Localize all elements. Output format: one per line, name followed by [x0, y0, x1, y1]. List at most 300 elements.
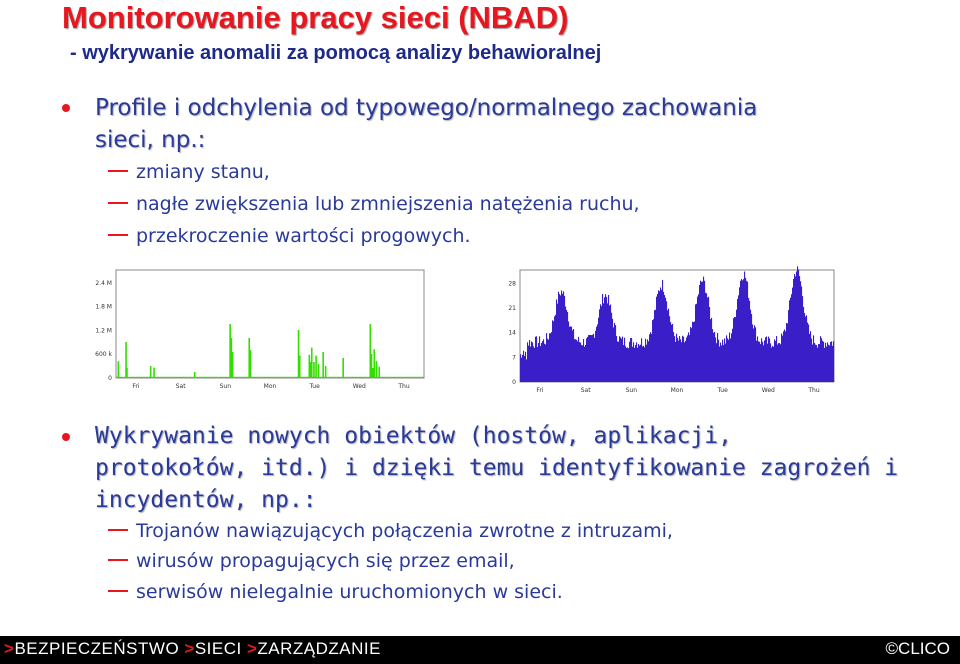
area-column	[780, 344, 781, 382]
area-column	[746, 281, 747, 382]
baseline-bar	[365, 377, 366, 378]
area-column	[704, 281, 705, 382]
area-column	[693, 322, 694, 382]
baseline-bar	[421, 377, 422, 378]
area-column	[671, 325, 672, 382]
baseline-bar	[404, 377, 405, 378]
bullet1-item	[108, 161, 270, 183]
area-column	[623, 345, 624, 382]
baseline-bar	[290, 377, 291, 378]
area-column	[642, 346, 643, 382]
baseline-bar	[317, 377, 318, 378]
area-column	[731, 333, 732, 382]
area-column	[715, 337, 716, 382]
baseline-bar	[329, 377, 330, 378]
area-column	[673, 332, 674, 382]
area-column	[596, 327, 597, 382]
baseline-bar	[164, 377, 165, 378]
baseline-bar	[389, 377, 390, 378]
area-column	[718, 340, 719, 382]
baseline-bar	[214, 377, 215, 378]
baseline-bar	[392, 377, 393, 378]
baseline-bar	[408, 377, 409, 378]
arrow-icon: >	[4, 639, 15, 658]
area-column	[641, 338, 642, 382]
baseline-bar	[159, 377, 160, 378]
area-column	[678, 341, 679, 382]
area-column	[662, 280, 663, 382]
baseline-bar	[348, 377, 349, 378]
x-tick-label: Fri	[536, 387, 544, 394]
area-column	[785, 331, 786, 382]
area-column	[647, 339, 648, 382]
area-column	[777, 345, 778, 382]
baseline-bar	[284, 377, 285, 378]
x-tick-label: Tue	[309, 383, 320, 390]
bullet1-line2: sieci, np.:	[95, 127, 206, 153]
baseline-bar	[158, 377, 159, 378]
area-column	[805, 317, 806, 382]
y-tick-label: 600 k	[95, 351, 112, 359]
baseline-bar	[311, 377, 312, 378]
area-column	[608, 295, 609, 382]
area-column	[790, 298, 791, 382]
area-column	[702, 282, 703, 382]
baseline-bar	[143, 377, 144, 378]
baseline-bar	[382, 377, 383, 378]
area-column	[694, 321, 695, 382]
baseline-bar	[307, 377, 308, 378]
bullet2-line1: Wykrywanie nowych obiektów (hostów, aplikacji,	[95, 423, 732, 449]
area-column	[705, 293, 706, 382]
area-column	[591, 335, 592, 382]
baseline-bar	[333, 377, 334, 378]
area-column	[607, 303, 608, 382]
area-column	[771, 347, 772, 382]
area-column	[661, 290, 662, 382]
baseline-bar	[371, 377, 372, 378]
baseline-bar	[384, 377, 385, 378]
area-column	[581, 345, 582, 382]
spike-bar	[299, 356, 301, 378]
baseline-bar	[211, 377, 212, 378]
y-tick-label: 14	[508, 329, 516, 337]
area-column	[804, 313, 805, 382]
area-column	[620, 337, 621, 382]
baseline-bar	[350, 377, 351, 378]
area-column	[597, 324, 598, 382]
area-column	[757, 336, 758, 382]
area-column	[787, 323, 788, 382]
area-column	[689, 335, 690, 382]
baseline-bar	[305, 377, 306, 378]
baseline-bar	[406, 377, 407, 378]
spike-bar	[342, 358, 344, 378]
area-column	[748, 298, 749, 382]
area-column	[667, 310, 668, 382]
area-column	[800, 281, 801, 382]
area-column	[545, 344, 546, 382]
baseline-bar	[207, 377, 208, 378]
area-column	[831, 341, 832, 382]
baseline-bar	[418, 377, 419, 378]
area-column	[670, 322, 671, 382]
area-column	[810, 331, 811, 382]
baseline-bar	[128, 377, 129, 378]
area-column	[543, 339, 544, 382]
baseline-bar	[160, 377, 161, 378]
spike-bar	[126, 368, 128, 378]
baseline-bar	[233, 377, 234, 378]
baseline-bar	[220, 377, 221, 378]
area-column	[762, 342, 763, 382]
spike-bar	[150, 366, 152, 378]
baseline-bar	[328, 377, 329, 378]
baseline-bar	[267, 377, 268, 378]
area-column	[832, 346, 833, 382]
baseline-bar	[360, 377, 361, 378]
baseline-bar	[195, 377, 196, 378]
baseline-bar	[355, 377, 356, 378]
baseline-bar	[132, 377, 133, 378]
area-column	[788, 310, 789, 382]
area-column	[664, 295, 665, 382]
area-column	[766, 337, 767, 382]
area-column	[654, 310, 655, 382]
area-column	[632, 347, 633, 382]
area-column	[819, 344, 820, 382]
baseline-bar	[173, 377, 174, 378]
spike-bar	[153, 368, 155, 378]
baseline-bar	[353, 377, 354, 378]
baseline-bar	[206, 377, 207, 378]
baseline-bar	[142, 377, 143, 378]
area-column	[602, 294, 603, 382]
baseline-bar	[370, 377, 371, 378]
baseline-bar	[185, 377, 186, 378]
baseline-bar	[199, 377, 200, 378]
brand-logo: ©CLICO	[885, 639, 950, 658]
area-column	[650, 332, 651, 382]
area-column	[827, 342, 828, 382]
baseline-bar	[366, 377, 367, 378]
chart-svg	[498, 266, 838, 396]
baseline-bar	[247, 377, 248, 378]
area-column	[684, 342, 685, 382]
area-column	[726, 335, 727, 382]
baseline-bar	[255, 377, 256, 378]
area-column	[612, 319, 613, 382]
baseline-bar	[373, 377, 374, 378]
area-column	[677, 338, 678, 382]
baseline-bar	[324, 377, 325, 378]
area-column	[822, 341, 823, 382]
footer-item: SIECI	[194, 639, 242, 658]
baseline-bar	[253, 377, 254, 378]
area-column	[558, 292, 559, 382]
baseline-bar	[125, 377, 126, 378]
area-column	[710, 319, 711, 382]
bullet2-item	[108, 520, 673, 542]
area-column	[548, 340, 549, 382]
area-column	[817, 348, 818, 382]
spike-bar	[322, 352, 324, 378]
area-column	[679, 336, 680, 382]
baseline-bar	[136, 377, 137, 378]
area-column	[739, 287, 740, 382]
area-column	[651, 334, 652, 382]
area-column	[624, 338, 625, 382]
area-column	[793, 279, 794, 382]
baseline-bar	[367, 377, 368, 378]
area-column	[801, 286, 802, 382]
chart-svg	[88, 266, 428, 392]
baseline-bar	[170, 377, 171, 378]
area-column	[672, 324, 673, 382]
area-column	[615, 325, 616, 382]
baseline-bar	[313, 377, 314, 378]
area-column	[744, 272, 745, 382]
baseline-bar	[344, 377, 345, 378]
baseline-bar	[228, 377, 229, 378]
area-column	[734, 317, 735, 382]
baseline-bar	[225, 377, 226, 378]
area-column	[697, 297, 698, 382]
dash-icon	[108, 234, 128, 236]
baseline-bar	[279, 377, 280, 378]
baseline-bar	[275, 377, 276, 378]
area-column	[584, 347, 585, 382]
area-column	[795, 276, 796, 382]
area-column	[613, 327, 614, 382]
baseline-bar	[134, 377, 135, 378]
baseline-bar	[369, 377, 370, 378]
area-column	[674, 336, 675, 382]
spike-bar	[250, 350, 252, 378]
baseline-bar	[240, 377, 241, 378]
area-column	[541, 343, 542, 382]
baseline-bar	[276, 377, 277, 378]
baseline-bar	[218, 377, 219, 378]
baseline-bar	[349, 377, 350, 378]
baseline-bar	[269, 377, 270, 378]
arrow-icon: >	[246, 639, 258, 658]
area-column	[646, 345, 647, 382]
baseline-bar	[410, 377, 411, 378]
baseline-bar	[413, 377, 414, 378]
baseline-bar	[165, 377, 166, 378]
baseline-bar	[119, 377, 120, 378]
baseline-bar	[378, 377, 379, 378]
baseline-bar	[260, 377, 261, 378]
dash-icon	[108, 170, 128, 172]
baseline-bar	[291, 377, 292, 378]
baseline-bar	[304, 377, 305, 378]
area-column	[540, 346, 541, 382]
baseline-bar	[251, 377, 252, 378]
area-column	[574, 339, 575, 382]
baseline-bar	[205, 377, 206, 378]
baseline-bar	[230, 377, 231, 378]
baseline-bar	[376, 377, 377, 378]
area-column	[525, 352, 526, 382]
baseline-bar	[184, 377, 185, 378]
baseline-bar	[405, 377, 406, 378]
baseline-bar	[298, 377, 299, 378]
area-column	[745, 278, 746, 382]
area-column	[759, 342, 760, 382]
baseline-bar	[242, 377, 243, 378]
baseline-bar	[280, 377, 281, 378]
baseline-bar	[351, 377, 352, 378]
area-column	[669, 316, 670, 382]
traffic-chart-volume	[88, 266, 428, 392]
baseline-bar	[270, 377, 271, 378]
area-column	[631, 338, 632, 382]
area-column	[830, 342, 831, 382]
baseline-bar	[157, 377, 158, 378]
area-column	[598, 318, 599, 382]
area-column	[604, 297, 605, 382]
area-column	[741, 279, 742, 382]
area-column	[649, 334, 650, 382]
baseline-bar	[216, 377, 217, 378]
baseline-bar	[343, 377, 344, 378]
baseline-bar	[263, 377, 264, 378]
baseline-bar	[139, 377, 140, 378]
baseline-bar	[146, 377, 147, 378]
area-column	[635, 345, 636, 382]
area-column	[735, 317, 736, 382]
area-column	[763, 345, 764, 382]
area-column	[794, 274, 795, 382]
area-column	[687, 335, 688, 382]
baseline-bar	[262, 377, 263, 378]
area-column	[743, 279, 744, 382]
area-column	[532, 342, 533, 382]
baseline-bar	[124, 377, 125, 378]
area-column	[595, 331, 596, 382]
baseline-bar	[254, 377, 255, 378]
area-column	[576, 340, 577, 382]
area-column	[740, 281, 741, 382]
bullet2-text	[95, 420, 935, 516]
y-tick-label: 1.2 M	[95, 327, 112, 335]
area-column	[530, 347, 531, 382]
area-column	[721, 346, 722, 382]
area-column	[813, 335, 814, 382]
baseline-bar	[130, 377, 131, 378]
baseline-bar	[281, 377, 282, 378]
y-tick-label: 0	[108, 375, 112, 382]
area-column	[755, 327, 756, 382]
baseline-bar	[179, 377, 180, 378]
area-column	[663, 292, 664, 382]
area-column	[756, 341, 757, 382]
area-column	[628, 348, 629, 382]
area-column	[683, 337, 684, 382]
area-column	[622, 337, 623, 382]
bullet2-item-text: wirusów propagujących się przez email,	[136, 550, 515, 572]
area-column	[552, 320, 553, 382]
area-column	[812, 344, 813, 382]
baseline-bar	[202, 377, 203, 378]
area-column	[605, 294, 606, 382]
area-column	[682, 336, 683, 382]
area-column	[714, 332, 715, 382]
baseline-bar	[309, 377, 310, 378]
baseline-bar	[286, 377, 287, 378]
area-column	[573, 329, 574, 382]
area-column	[720, 343, 721, 382]
baseline-bar	[243, 377, 244, 378]
baseline-bar	[292, 377, 293, 378]
area-column	[791, 294, 792, 382]
baseline-bar	[303, 377, 304, 378]
area-column	[703, 277, 704, 382]
baseline-bar	[192, 377, 193, 378]
baseline-bar	[138, 377, 139, 378]
footer-item: ZARZĄDZANIE	[257, 639, 381, 658]
baseline-bar	[261, 377, 262, 378]
baseline-bar	[388, 377, 389, 378]
baseline-bar	[194, 377, 195, 378]
area-column	[729, 333, 730, 382]
area-column	[774, 339, 775, 382]
baseline-bar	[423, 377, 424, 378]
spike-bar	[376, 361, 378, 378]
x-tick-label: Wed	[352, 383, 366, 390]
area-column	[733, 318, 734, 382]
area-column	[603, 303, 604, 382]
bullet2-item	[108, 581, 563, 603]
baseline-bar	[364, 377, 365, 378]
baseline-bar	[339, 377, 340, 378]
baseline-bar	[380, 377, 381, 378]
baseline-bar	[362, 377, 363, 378]
y-tick-label: 7	[512, 354, 516, 362]
baseline-bar	[169, 377, 170, 378]
baseline-bar	[341, 377, 342, 378]
area-column	[655, 310, 656, 382]
area-column	[749, 301, 750, 382]
area-column	[792, 288, 793, 382]
area-column	[824, 348, 825, 382]
area-column	[802, 296, 803, 382]
bullet1-line1: Profile i odchylenia od typowego/normalnego zachowania	[95, 95, 758, 121]
bullet2-item	[108, 550, 515, 572]
traffic-chart-hosts	[498, 266, 838, 396]
baseline-bar	[232, 377, 233, 378]
area-column	[565, 307, 566, 382]
baseline-bar	[416, 377, 417, 378]
baseline-bar	[283, 377, 284, 378]
baseline-bar	[137, 377, 138, 378]
baseline-bar	[122, 377, 123, 378]
area-column	[778, 343, 779, 382]
bullet1-item	[108, 193, 640, 215]
area-column	[571, 327, 572, 382]
area-column	[782, 336, 783, 382]
baseline-bar	[174, 377, 175, 378]
baseline-bar	[332, 377, 333, 378]
area-column	[535, 337, 536, 382]
baseline-bar	[375, 377, 376, 378]
area-column	[789, 300, 790, 382]
x-tick-label: Sun	[219, 383, 232, 390]
baseline-bar	[293, 377, 294, 378]
area-column	[614, 323, 615, 382]
